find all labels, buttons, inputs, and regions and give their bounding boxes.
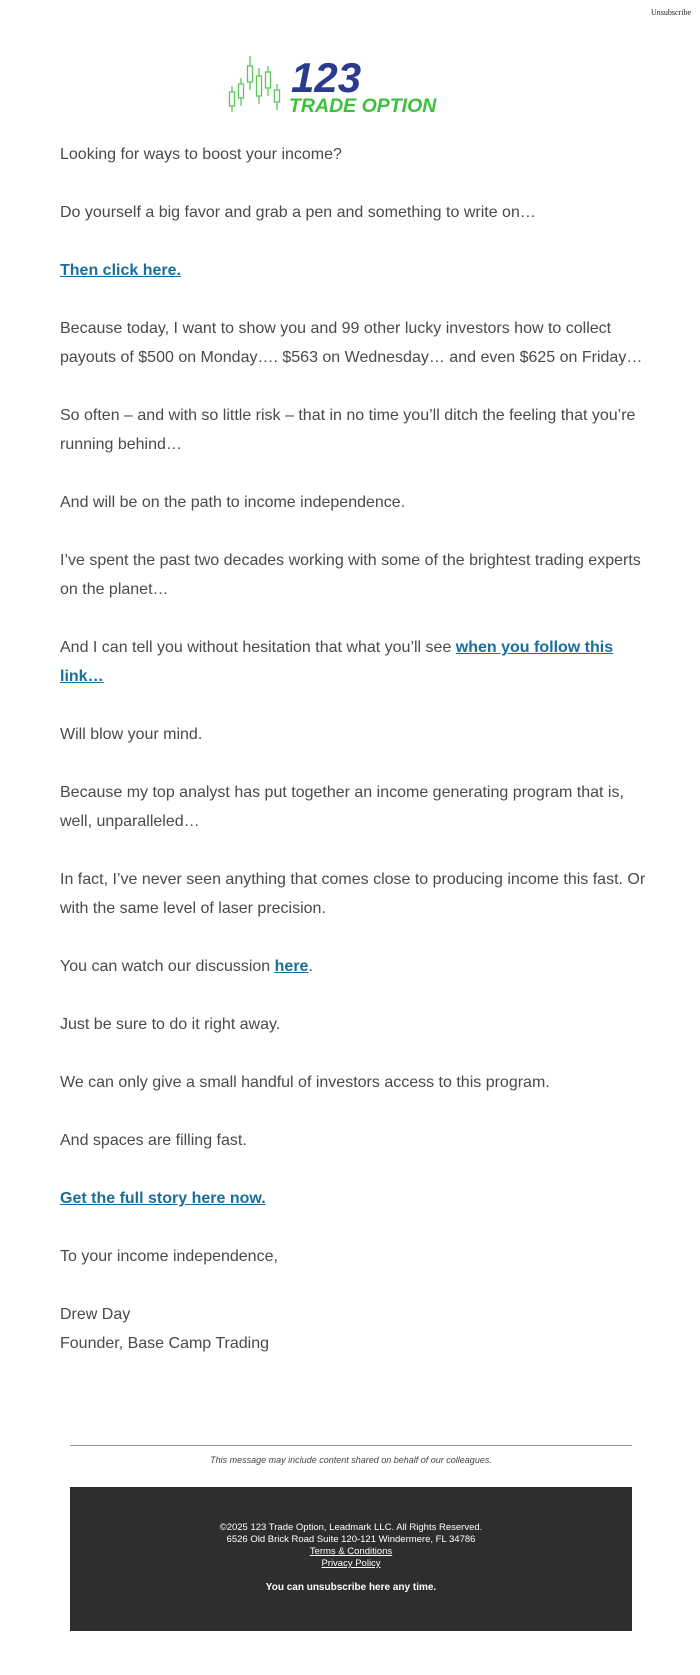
then-click-here-link[interactable]: Then click here. <box>60 262 181 279</box>
paragraph: I’ve spent the past two decades working with some of the brightest trading experts on the planet… <box>60 552 641 598</box>
unsubscribe-link[interactable]: Unsubscribe <box>651 8 691 17</box>
logo-tagline: TRADE OPTION <box>289 95 437 117</box>
disclaimer: This message may include content shared on behalf of our colleagues. <box>210 1455 492 1465</box>
copyright: ©2025 123 Trade Option, Leadmark LLC. All Rights Reserved. <box>219 1522 483 1533</box>
paragraph: Just be sure to do it right away. <box>60 1016 281 1033</box>
follow-this-link[interactable]: when you follow this link… <box>60 639 614 685</box>
logo <box>227 54 477 120</box>
paragraph <box>60 256 650 285</box>
paragraph: Will blow your mind. <box>60 726 203 743</box>
paragraph-text: You can watch our discussion <box>60 958 275 975</box>
terms-link[interactable]: Terms & Conditions <box>309 1546 393 1557</box>
divider <box>70 1445 632 1446</box>
closing: To your income independence, <box>60 1248 278 1265</box>
paragraph: Looking for ways to boost your income? <box>60 146 342 163</box>
signature-name: Drew Day <box>60 1306 131 1323</box>
address: 6526 Old Brick Road Suite 120-121 Windermere, FL 34786 <box>226 1534 476 1545</box>
footer-unsubscribe[interactable]: You can unsubscribe here any time. <box>265 1582 437 1593</box>
discussion-here-link[interactable]: here <box>274 958 309 975</box>
paragraph: In fact, I’ve never seen anything that comes close to producing income this fast. Or with the same level of laser precision. <box>60 871 646 917</box>
paragraph: We can only give a small handful of investors access to this program. <box>60 1074 550 1091</box>
candlestick-chart-icon <box>230 56 280 112</box>
paragraph <box>60 952 650 981</box>
paragraph: Do yourself a big favor and grab a pen and something to write on… <box>60 204 536 221</box>
paragraph <box>60 1184 650 1213</box>
paragraph: And will be on the path to income independence. <box>60 494 406 511</box>
privacy-link[interactable]: Privacy Policy <box>321 1558 381 1569</box>
paragraph: And spaces are filling fast. <box>60 1132 247 1149</box>
paragraph: So often – and with so little risk – that in no time you’ll ditch the feeling that you’re running behind… <box>60 407 636 453</box>
email-body <box>60 140 650 1358</box>
logo-number: 123 <box>291 54 362 101</box>
paragraph-text: And I can tell you without hesitation that what you’ll see <box>60 639 456 656</box>
signature-title: Founder, Base Camp Trading <box>60 1335 270 1352</box>
paragraph: Because my top analyst has put together an income generating program that is, well, unparalleled… <box>60 784 624 830</box>
signature <box>60 1300 650 1358</box>
full-story-link[interactable]: Get the full story here now. <box>60 1190 266 1207</box>
paragraph <box>60 633 650 691</box>
paragraph: Because today, I want to show you and 99 other lucky investors how to collect payouts of $500 on Monday…. $563 on Wednesday… and even $625 on Friday… <box>60 320 643 366</box>
paragraph-end: . <box>308 958 313 975</box>
footer <box>70 1487 632 1631</box>
